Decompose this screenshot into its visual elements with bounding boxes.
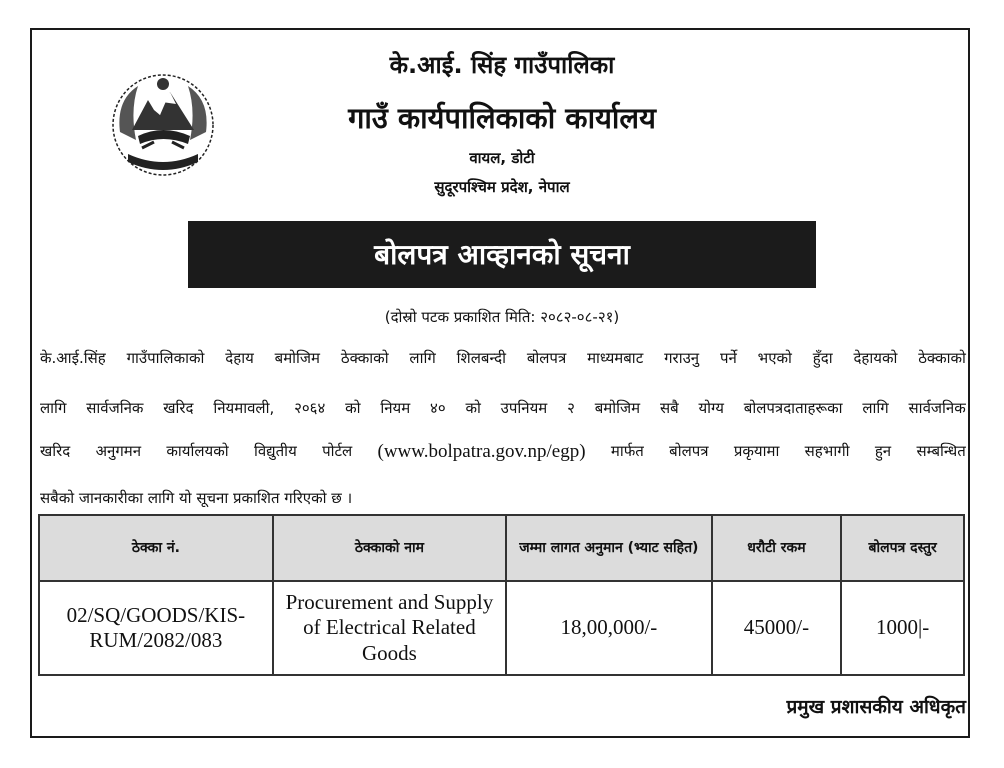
notice-word: हुन: [874, 442, 892, 460]
tender-table: [38, 514, 965, 676]
notice-word: हुँदा: [812, 349, 833, 367]
col-cost-estimate: जम्मा लागत अनुमान (भ्याट सहित): [506, 515, 711, 581]
notice-word: नियमावली,: [213, 399, 275, 417]
office-location: वायल, डोटी: [469, 149, 535, 167]
notice-word: सहभागी: [804, 442, 850, 460]
notice-word: बोलपत्र: [526, 349, 567, 367]
notice-word: ठेक्काको: [918, 349, 966, 367]
notice-word: (www.bolpatra.gov.np/egp): [377, 441, 586, 462]
notice-word: सबै: [659, 399, 679, 417]
notice-word: प्रकृयामा: [733, 442, 780, 460]
contract-no-cell: 02/SQ/GOODS/KIS-RUM/2082/083: [39, 581, 273, 675]
col-bid-fee: बोलपत्र दस्तुर: [841, 515, 964, 581]
bid-security-cell: 45000/-: [712, 581, 842, 675]
notice-word: नियम: [380, 399, 411, 417]
notice-word: विद्युतीय: [253, 442, 297, 460]
notice-word: लागि: [409, 349, 436, 367]
notice-word: उपनियम: [500, 399, 548, 417]
notice-body-line-2: [40, 398, 966, 418]
notice-word: खरिद: [163, 399, 194, 417]
notice-word: गाउँपालिकाको: [126, 349, 205, 367]
col-contract-name: ठेक्काको नाम: [273, 515, 506, 581]
notice-word: को: [465, 399, 481, 417]
cost-estimate-cell: 18,00,000/-: [506, 581, 711, 675]
notice-body-line-1: [40, 348, 966, 368]
notice-word: २: [567, 399, 575, 417]
notice-title: बोलपत्र आव्हानको सूचना: [188, 221, 816, 288]
table-header-row: [39, 515, 964, 581]
bid-fee-cell: 1000|-: [841, 581, 964, 675]
notice-word: देहायको: [853, 349, 898, 367]
notice-word: शिलबन्दी: [456, 349, 506, 367]
notice-word: सार्वजनिक: [86, 399, 144, 417]
notice-word: पर्ने: [719, 349, 737, 367]
publication-date: (दोस्रो पटक प्रकाशित मिति: २०८२-०८-२१): [384, 308, 620, 326]
notice-word: सम्बन्धित: [916, 442, 966, 460]
notice-word: बमोजिम: [594, 399, 641, 417]
notice-word: ४०: [430, 399, 446, 417]
notice-word: लागि: [40, 399, 67, 417]
notice-body-line-4: सबैको जानकारीका लागि यो सूचना प्रकाशित गरिएको छ ।: [40, 489, 353, 507]
notice-word: बोलपत्र: [669, 442, 709, 460]
table-row: [39, 581, 964, 675]
notice-word: खरिद: [40, 442, 71, 460]
province-name: सुदूरपश्चिम प्रदेश, नेपाल: [434, 178, 570, 196]
notice-word: बोलपत्रदाताहरूका: [743, 399, 843, 417]
notice-word: लागि: [862, 399, 889, 417]
notice-word: गराउनु: [664, 349, 700, 367]
notice-word: भएको: [757, 349, 792, 367]
signatory-title: प्रमुख प्रशासकीय अधिकृत: [786, 696, 966, 718]
notice-word: ठेक्काको: [340, 349, 389, 367]
notice-word: के.आई.सिंह: [40, 349, 106, 367]
contract-name-cell: Procurement and Supply of Electrical Related Goods: [273, 581, 506, 675]
notice-word: पोर्टल: [322, 442, 353, 460]
col-bid-security: धरौटी रकम: [712, 515, 842, 581]
municipality-name: के.आई. सिंह गाउँपालिका: [389, 51, 615, 79]
notice-word: कार्यालयको: [166, 442, 229, 460]
notice-body-line-3: [40, 441, 966, 463]
notice-word: बमोजिम: [274, 349, 321, 367]
notice-word: मार्फत: [610, 442, 644, 460]
notice-word: सार्वजनिक: [908, 399, 966, 417]
notice-word: देहाय: [225, 349, 254, 367]
notice-word: अनुगमन: [95, 442, 142, 460]
notice-word: योग्य: [698, 399, 724, 417]
notice-word: को: [345, 399, 361, 417]
col-contract-no: ठेक्का नं.: [39, 515, 273, 581]
office-title: गाउँ कार्यपालिकाको कार्यालय: [348, 101, 656, 135]
notice-word: २०६४: [294, 399, 326, 417]
notice-word: माध्यमबाट: [587, 349, 644, 367]
